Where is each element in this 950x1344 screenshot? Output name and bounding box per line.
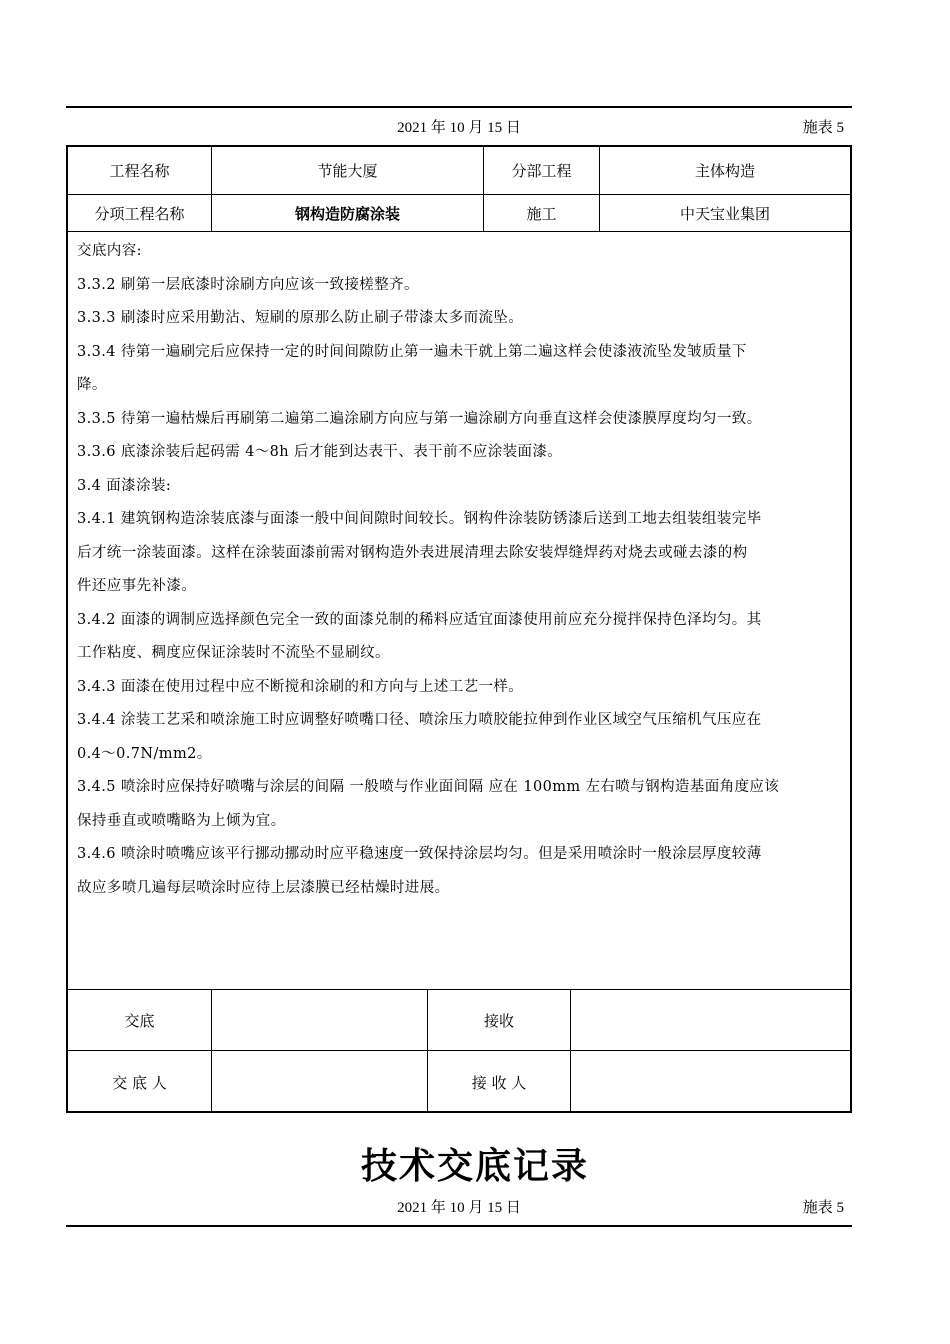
- project-name-value: 节能大厦: [317, 162, 378, 180]
- content-line: 件还应事先补漆。: [77, 578, 197, 594]
- content-line: 3.3.3 刷漆时应采用勤沾、短刷的原那么防止刷子带漆太多而流坠。: [77, 310, 524, 326]
- content-line: 工作粘度、稠度应保证涂装时不流坠不显刷纹。: [77, 645, 390, 661]
- receiver-field[interactable]: [571, 1051, 850, 1113]
- content-line: 3.4.5 喷涂时应保持好喷嘴与涂层的间隔 一般喷与作业面间隔 应在 100mm 左右喷与钢构造基面角度应该: [77, 779, 780, 795]
- project-name-label: 工程名称: [109, 162, 170, 180]
- top-rule: [66, 106, 852, 108]
- disclosure-content: [77, 235, 845, 905]
- content-line: 3.4.2 面漆的调制应选择颜色完全一致的面漆兑制的稀料应适宜面漆使用前应充分搅拌保持色泽均匀。其: [77, 611, 762, 628]
- content-line: 故应多喷几遍每层喷涂时应待上层漆膜已经枯燥时进展。: [77, 879, 450, 896]
- disclose-field[interactable]: [212, 990, 427, 1050]
- footer-date: 2021 年 10 月 15 日: [397, 1200, 521, 1216]
- row-divider: [68, 231, 850, 232]
- discloser-field[interactable]: [212, 1051, 427, 1113]
- construction-value: 中天宝业集团: [679, 204, 770, 223]
- content-line: 3.4.6 喷涂时喷嘴应该平行挪动挪动时应平稳速度一致保持涂层均匀。但是采用喷涂时一般涂层厚度较薄: [77, 846, 762, 862]
- header-form-number: 施表 5: [802, 120, 844, 136]
- subitem-label: 分项工程名称: [94, 204, 185, 223]
- content-line: 后才统一涂装面漆。这样在涂装面漆前需对钢构造外表进展清理去除安装焊缝焊药对烧去或碰去漆的构: [77, 544, 748, 561]
- content-line: 交底内容:: [77, 243, 142, 259]
- content-line: 0.4～0.7N/mm2。: [77, 745, 212, 762]
- content-line: 3.3.6 底漆涂装后起码需 4～8h 后才能到达表干、表干前不应涂装面漆。: [77, 444, 563, 460]
- content-line: 3.4 面漆涂装:: [77, 477, 172, 494]
- disclose-label: 交底: [124, 1011, 155, 1030]
- division-label: 分部工程: [511, 162, 572, 180]
- content-line: 降。: [77, 377, 107, 393]
- header-date: 2021 年 10 月 15 日: [397, 120, 521, 136]
- receive-field[interactable]: [571, 990, 850, 1050]
- receive-label: 接收: [483, 1011, 514, 1030]
- content-line: 3.4.3 面漆在使用过程中应不断搅和涂刷的和方向与上述工艺一样。: [77, 678, 524, 695]
- disclosure-table: [66, 145, 852, 1113]
- construction-label: 施工: [526, 204, 557, 223]
- content-line: 3.4.1 建筑钢构造涂装底漆与面漆一般中间间隙时间较长。钢构件涂装防锈漆后送到工地去组装组装完毕: [77, 511, 762, 527]
- content-line: 3.4.4 涂装工艺采和喷涂施工时应调整好喷嘴口径、喷涂压力喷胶能拉伸到作业区域空气压缩机气压应在: [77, 712, 762, 728]
- bottom-rule: [66, 1225, 852, 1227]
- content-line: 保持垂直或喷嘴略为上倾为宜。: [77, 812, 286, 829]
- subitem-value: 钢构造防腐涂装: [294, 204, 400, 223]
- content-line: 3.3.5 待第一遍枯燥后再刷第二遍第二遍涂刷方向应与第一遍涂刷方向垂直这样会使漆膜厚度均匀一致。: [77, 410, 762, 427]
- discloser-label: 交 底 人: [112, 1073, 167, 1092]
- footer-form-number: 施表 5: [802, 1200, 844, 1216]
- receiver-label: 接 收 人: [471, 1073, 527, 1092]
- footer-line: [66, 1196, 852, 1218]
- division-value: 主体构造: [694, 162, 755, 180]
- content-line: 3.3.4 待第一遍刷完后应保持一定的时间间隙防止第一遍未干就上第二遍这样会使漆液流坠发皱质量下: [77, 343, 747, 360]
- document-title: 技术交底记录: [360, 1146, 589, 1187]
- content-line: 3.3.2 刷第一层底漆时涂刷方向应该一致接槎整齐。: [77, 276, 419, 293]
- header-line: [66, 116, 852, 138]
